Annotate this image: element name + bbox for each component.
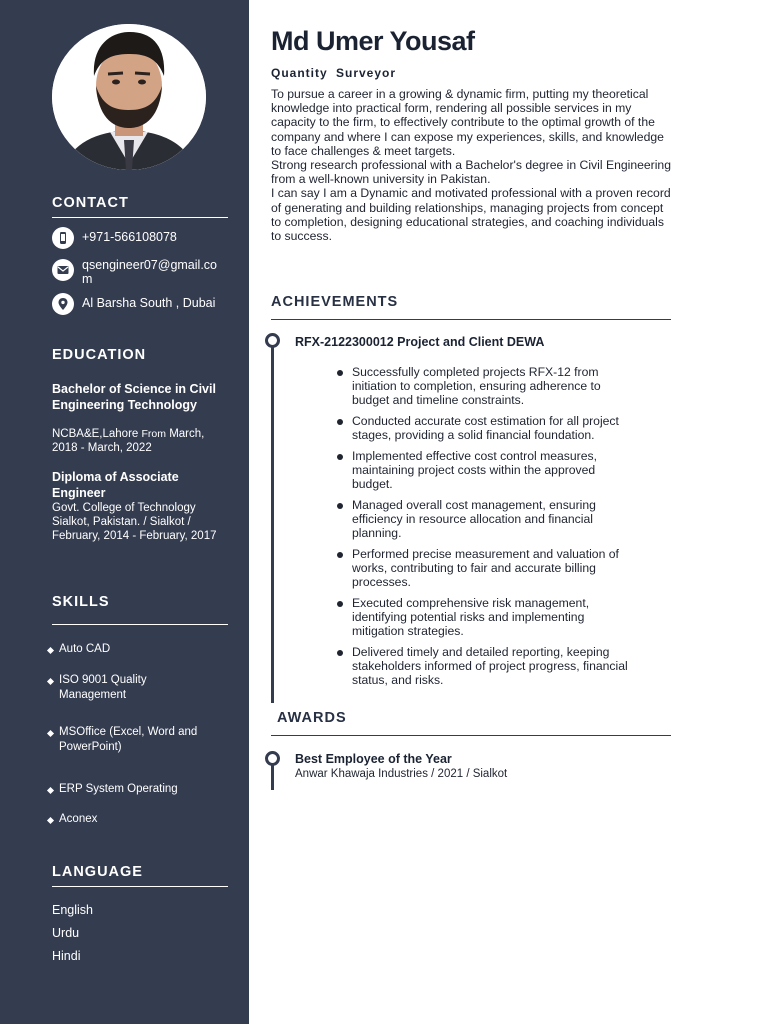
skill-item <box>48 782 228 797</box>
location-pin-icon <box>52 293 74 315</box>
location-text: Al Barsha South , Dubai <box>82 296 216 310</box>
achievements-list <box>337 365 637 694</box>
skill-label: MSOffice (Excel, Word and PowerPoint) <box>59 726 198 753</box>
education-heading: EDUCATION <box>52 347 147 363</box>
timeline-node-icon <box>265 751 280 766</box>
diamond-bullet-icon <box>47 678 54 685</box>
main-content <box>249 0 768 1024</box>
list-item: Performed precise measurement and valuation of works, contributing to fair and accurate billing processes. <box>337 547 637 589</box>
skill-label: ISO 9001 Quality Management <box>59 674 147 701</box>
contact-email <box>52 255 228 286</box>
list-item: Executed comprehensive risk management, identifying potential risks and implementing mitigation strategies. <box>337 596 637 638</box>
skill-label: Auto CAD <box>59 643 111 655</box>
language-heading: LANGUAGE <box>52 864 228 887</box>
list-item: Conducted accurate cost estimation for all project stages, providing a solid financial foundation. <box>337 414 637 442</box>
skill-item <box>48 673 168 703</box>
language-item: Urdu <box>52 926 80 940</box>
skills-heading: SKILLS <box>52 594 228 625</box>
list-item: Managed overall cost management, ensuring efficiency in resource allocation and financial planning. <box>337 498 637 540</box>
language-item: English <box>52 903 93 917</box>
award-detail: Anwar Khawaja Industries / 2021 / Sialkot <box>295 768 508 780</box>
education-degree-2: Diploma of Associate Engineer <box>52 470 179 500</box>
candidate-name: Md Umer Yousaf <box>271 26 475 56</box>
awards-heading: AWARDS <box>271 710 671 736</box>
contact-location <box>52 293 228 315</box>
education-institution-1: NCBA&E,Lahore <box>52 428 139 440</box>
job-title: Quantity Surveyor <box>271 66 397 80</box>
email-address: qsengineer07@gmail.com <box>82 258 217 286</box>
skill-item <box>48 812 228 827</box>
profile-photo-illustration <box>52 24 206 170</box>
timeline-node-icon <box>265 333 280 348</box>
skill-item <box>48 725 213 755</box>
contact-heading: CONTACT <box>52 195 228 218</box>
diamond-bullet-icon <box>47 647 54 654</box>
language-item: Hindi <box>52 949 81 963</box>
contact-phone <box>52 227 228 249</box>
achievements-heading: ACHIEVEMENTS <box>271 294 671 320</box>
skill-item <box>48 642 228 657</box>
list-item: Delivered timely and detailed reporting, keeping stakeholders informed of project progress, financial status, and risks. <box>337 645 637 687</box>
diamond-bullet-icon <box>47 817 54 824</box>
phone-number: +971-566108078 <box>82 230 177 244</box>
achievements-timeline-line <box>271 341 274 703</box>
education-from-label: From <box>141 428 166 440</box>
profile-summary: To pursue a career in a growing & dynamic firm, putting my theoretical knowledge into practical form, rendering all possible services in my capacity to the firm, to effectively contribute to the optimal growth of the company and where I can expose my experiences, skills, and knowledge to face challenges & meet targets. Strong research professional with a Bachelor's degree in Civil Engineering from a well-known university in Pakistan. I can say I am a Dynamic and motivated professional with a proven record of generating and building relationships, managing projects from concept to completion, designing educational strategies, and coaching individuals to success. <box>271 87 671 244</box>
envelope-icon <box>52 259 74 281</box>
list-item: Successfully completed projects RFX-12 from initiation to completion, ensuring adherence to budget and timeline constraints. <box>337 365 637 407</box>
diamond-bullet-icon <box>47 730 54 737</box>
education-detail-2: Govt. College of Technology Sialkot, Pakistan. / Sialkot / February, 2014 - February, 2017 <box>52 502 217 542</box>
achievement-project-title: RFX-2122300012 Project and Client DEWA <box>295 335 545 349</box>
education-degree-1: Bachelor of Science in Civil Engineering Technology <box>52 382 216 412</box>
diamond-bullet-icon <box>47 787 54 794</box>
phone-icon <box>52 227 74 249</box>
profile-photo <box>52 24 206 170</box>
skill-label: ERP System Operating <box>59 783 178 795</box>
education-dates-1: March, 2018 - March, 2022 <box>52 428 205 454</box>
education-detail-1 <box>52 427 232 455</box>
list-item: Implemented effective cost control measures, maintaining project costs within the approved budget. <box>337 449 637 491</box>
skill-label: Aconex <box>59 813 98 825</box>
sidebar <box>0 0 249 1024</box>
award-title: Best Employee of the Year <box>295 752 452 766</box>
